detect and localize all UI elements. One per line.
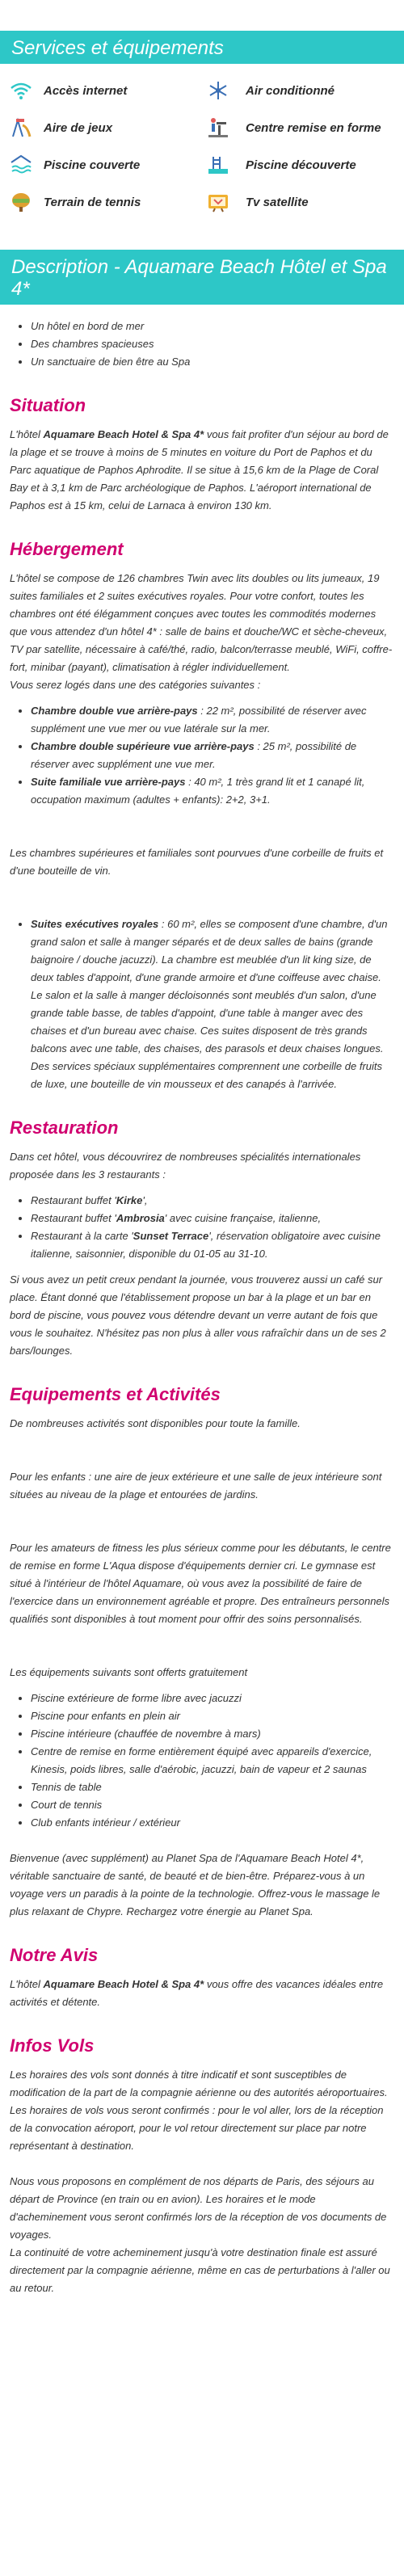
- list-item: [31, 1210, 394, 1227]
- amenity-label: Piscine couverte: [44, 158, 141, 172]
- tv-icon: [207, 191, 229, 213]
- amenity-tv: [204, 183, 404, 221]
- services-header: Services et équipements: [0, 31, 404, 64]
- room-text: : 22 m², possibilité de réserver avec supplément une vue mer ou vue latérale sur la mer.: [31, 705, 367, 734]
- text-span: ', réservation obligatoire avec cuisine italienne, saisonnier, disponible du 01-05 au 31-10.: [31, 1230, 381, 1260]
- amenity-label: Tv satellite: [246, 195, 309, 209]
- list-item: [31, 738, 394, 773]
- indoor-pool-icon: [10, 154, 32, 176]
- list-item: • Un hôtel en bord de mer: [31, 318, 394, 335]
- text-span: Restaurant buffet ': [31, 1194, 116, 1206]
- text-span: L'hôtel: [10, 1978, 44, 1990]
- hebergement-title: Hébergement: [10, 539, 124, 559]
- text-span: vous offre des vacances idéales entre activités et détente.: [10, 1978, 384, 2008]
- hotel-name: Aquamare Beach Hotel & Spa 4*: [43, 428, 204, 440]
- vols-p1: Les horaires des vols sont donnés à titre indicatif et sont susceptibles de modification de la part de la compagnie aérienne ou des autorités aéroportuaires.: [10, 2069, 388, 2098]
- restauration-title: Restauration: [10, 1118, 119, 1138]
- amenity-internet: [0, 72, 204, 109]
- list-item: • Piscine pour enfants en plein air: [31, 1707, 394, 1725]
- list-item: • Centre de remise en forme entièrement équipé avec appareils d'exercice, Kinesis, poids libres, salle d'aérobic, jacuzzi, bain de vapeur et 2 saunas: [31, 1743, 394, 1778]
- situation-text: [0, 426, 404, 515]
- room-text: : 25 m², possibilité de réserver avec supplément une vue mer.: [31, 740, 357, 770]
- equipements-p2: Pour les enfants : une aire de jeux extérieure et une salle de jeux intérieure sont situées au niveau de la plage et entourées de jardins.: [10, 1471, 382, 1501]
- situation-title: Situation: [10, 395, 86, 415]
- text-span: vous fait profiter d'un séjour au bord de la plage et se trouve à moins de 5 minutes en voiture du Port de Paphos et du Parc aquatique de Paphos Aphrodite. Il se situe à 15,6 km de la Plage de Coral Bay et à 3,1 km de Parc archéologique de Paphos. L'aéroport international de Paphos est à 15 km, celui de Larnaca à environ 130 km.: [10, 428, 389, 511]
- wifi-icon: [10, 79, 32, 102]
- room-list: [0, 702, 404, 809]
- amenity-label: Centre remise en forme: [246, 120, 381, 135]
- equipements-p1: De nombreuses activités sont disponibles pour toute la famille.: [10, 1417, 301, 1429]
- amenity-label: Accès internet: [44, 83, 128, 98]
- room-name: Chambre double supérieure vue arrière-pays: [31, 740, 255, 752]
- amenity-playground: [0, 109, 204, 146]
- list-item: • Des chambres spacieuses: [31, 335, 394, 353]
- amenity-outdoor-pool: [204, 146, 404, 183]
- list-item: [31, 1227, 394, 1263]
- vols-title: Infos Vols: [10, 2035, 95, 2056]
- amenity-aircon: [204, 72, 404, 109]
- amenity-label: Aire de jeux: [44, 120, 113, 135]
- vols-p2: Les horaires de vols vous seront confirmés : pour le vol aller, lors de la réception de la convocation aéroport, pour le vol retour directement sur place par notre représentant à destination.: [10, 2104, 384, 2152]
- amenity-indoor-pool: [0, 146, 204, 183]
- playground-icon: [10, 116, 32, 139]
- text-span: ',: [142, 1194, 148, 1206]
- description-list: [0, 318, 404, 371]
- amenity-tennis: [0, 183, 204, 221]
- amenities-grid: [0, 64, 404, 221]
- restaurant-name: Kirke: [116, 1194, 143, 1206]
- avis-title: Notre Avis: [10, 1945, 99, 1965]
- equipements-p3: Pour les amateurs de fitness les plus sérieux comme pour les débutants, le centre de remise en forme L'Aqua dispose d'équipements dernier cri. Le gymnase est situé à l'intérieur de l'hôtel Aquamare, où vous avez la possibilité de faire de l'exercice dans un environnement agréable et propre. Des entraîneurs personnels qualifiés sont disponibles à tout moment pour offrir des soins personnalisés.: [10, 1542, 391, 1625]
- outdoor-pool-icon: [207, 154, 229, 176]
- spa-text: Bienvenue (avec supplément) au Planet Spa de l'Aquamare Beach Hotel 4*, véritable sanctuaire de santé, de beauté et de bien-être. Préparez-vous à un voyage vers un paradis à la pointe de la technologie. Offrez-vous le massage le plus relaxant de Chypre. Rechargez votre énergie au Planet Spa.: [10, 1852, 381, 1917]
- snowflake-icon: [207, 79, 229, 102]
- amenity-label: Piscine découverte: [246, 158, 356, 172]
- list-item: • Court de tennis: [31, 1796, 394, 1814]
- text-span: ' avec cuisine française, italienne,: [164, 1212, 322, 1224]
- suite-list: [0, 915, 404, 1093]
- list-item: • Piscine intérieure (chauffée de novembre à mars): [31, 1725, 394, 1743]
- hotel-name: Aquamare Beach Hotel & Spa 4*: [43, 1978, 204, 1990]
- text-span: Restaurant à la carte ': [31, 1230, 133, 1242]
- fitness-icon: [207, 116, 229, 139]
- restaurant-name: Ambrosia: [116, 1212, 165, 1224]
- restauration-intro: Dans cet hôtel, vous découvrirez de nombreuses spécialités internationales proposée dans les 3 restaurants :: [10, 1151, 361, 1181]
- room-name: Chambre double vue arrière-pays: [31, 705, 198, 717]
- list-item: • Un sanctuaire de bien être au Spa: [31, 353, 394, 371]
- restaurant-name: Sunset Terrace: [133, 1230, 209, 1242]
- hebergement-intro: L'hôtel se compose de 126 chambres Twin avec lits doubles ou lits jumeaux, 19 suites familiales et 2 suites exécutives royales. Pour votre confort, toutes les chambres ont été élégamment conçues avec toutes les commodités modernes que vous attendez d'un hôtel 4* : salle de bains et douche/WC et sèche-cheveux, TV par satellite, nécessaire à café/thé, radio, balcon/terrasse meublé, WiFi, coffre-fort, minibar (payant), climatisation à régler individuellement.: [10, 572, 393, 673]
- free-equipment-list: [0, 1690, 404, 1832]
- room-name: Suites exécutives royales: [31, 918, 159, 930]
- list-item: [31, 1192, 394, 1210]
- text-span: L'hôtel: [10, 428, 44, 440]
- restaurant-list: [0, 1192, 404, 1263]
- list-item: • Club enfants intérieur / extérieur: [31, 1814, 394, 1832]
- room-name: Suite familiale vue arrière-pays: [31, 776, 186, 788]
- avis-text: [0, 1976, 404, 2011]
- equipements-title: Equipements et Activités: [10, 1384, 221, 1404]
- list-item: [31, 915, 394, 1093]
- restauration-outro: Si vous avez un petit creux pendant la journée, vous trouverez aussi un café sur place. Étant donné que l'établissement propose un bar à la plage et un bar en bord de piscine, vous pouvez vous détendre devant un verre autant de fois que vous le souhaitez. N'hésitez pas non plus à aller vous rafraîchir dans un de ses 2 bars/lounges.: [10, 1273, 386, 1357]
- amenity-label: Air conditionné: [246, 83, 335, 98]
- hebergement-intro2: Vous serez logés dans une des catégories suivantes :: [10, 679, 261, 691]
- list-item: • Tennis de table: [31, 1778, 394, 1796]
- room-text: : 60 m², elles se composent d'une chambre, d'un grand salon et salle à manger séparés et de deux salles de bains (grande baignoire / douche jacuzzi). La chambre est meublée d'un lit king size, de deux tables d'appoint, d'une grande armoire et d'une coiffeuse avec chaise. Le salon et la salle à manger décloisonnés sont meublés d'un salon, d'une grande table basse, de tables d'appoint, d'une table à manger avec des chaises et d'un bureau avec chaise. Ces suites disposent de très grands balcons avec une table, des chaises, des parasols et deux chaises longues. Des services spéciaux supplémentaires comprennent une corbeille de fruits de luxe, une bouteille de vin mousseux et des canapés à l'arrivée.: [31, 918, 388, 1090]
- hebergement-note: Les chambres supérieures et familiales sont pourvues d'une corbeille de fruits et d'une bouteille de vin.: [10, 847, 384, 877]
- list-item: [31, 773, 394, 809]
- vols-p4: La continuité de votre acheminement jusqu'à votre destination finale est assuré directement par la compagnie aérienne, même en cas de perturbations à l'aller ou au retour.: [10, 2246, 390, 2294]
- list-item: [31, 702, 394, 738]
- tennis-icon: [10, 191, 32, 213]
- vols-p3: Nous vous proposons en complément de nos départs de Paris, des séjours au départ de Province (en train ou en avion). Les horaires et le mode d'acheminement vous seront confirmés lors de la réception de vos documents de voyages.: [10, 2175, 387, 2241]
- amenity-label: Terrain de tennis: [44, 195, 141, 209]
- description-header: Description - Aquamare Beach Hôtel et Spa 4*: [0, 250, 404, 305]
- text-span: Restaurant buffet ': [31, 1212, 116, 1224]
- list-item: • Piscine extérieure de forme libre avec jacuzzi: [31, 1690, 394, 1707]
- equipements-p4: Les équipements suivants sont offerts gratuitement: [10, 1666, 248, 1678]
- room-text: : 40 m², 1 très grand lit et 1 canapé lit, occupation maximum (adultes + enfants): 2+2, 3+1.: [31, 776, 365, 806]
- amenity-fitness: [204, 109, 404, 146]
